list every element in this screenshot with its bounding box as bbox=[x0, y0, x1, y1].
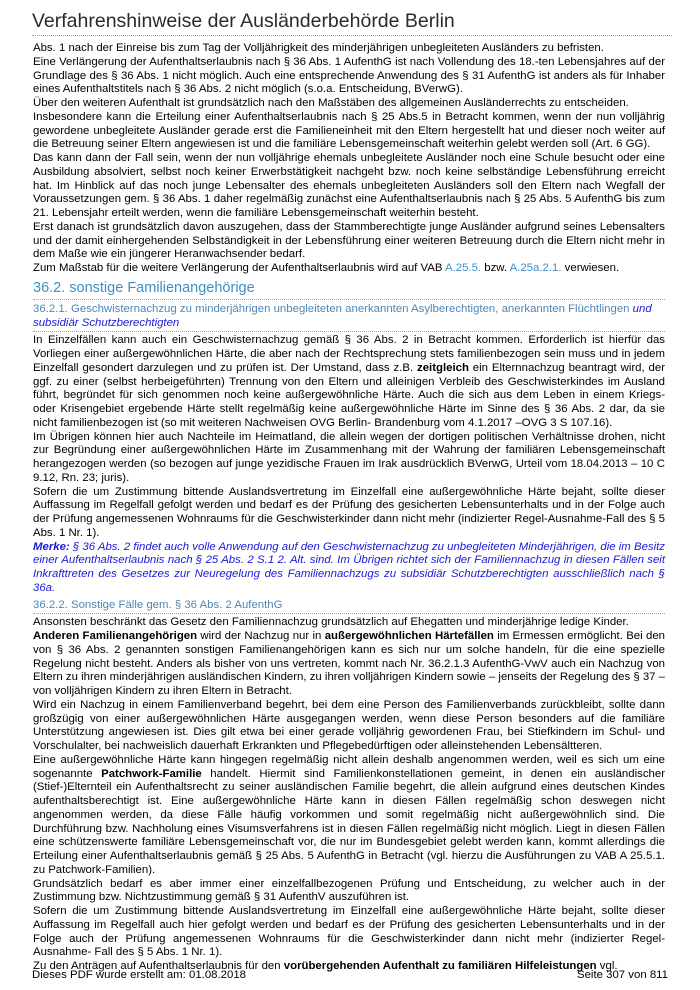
text-run: ein Elternnachzug beantragt wird, der ggf. zu einer (selbst herbeigeführten) Trennung von den Eltern und alleinigen Verbleib des Geschwisterkindes im Ausland führt, begründet für sich genommen noch keine außergewöhnliche Härte. Auch die sich aus dem Leben in einem Kriegs- oder Krisengebiet ergebende Härte stellt regelmäßig keine außergewöhnliche Härte im Sinne des § 36 Abs. 2 dar, da sie nicht familienbezogen ist (so mit weiteren Nachweisen OVG Berlin- Brandenburg vom 4.1.2017 –OVG 3 S 107.16). bbox=[33, 361, 665, 429]
bold-text: Patchwork-Familie bbox=[101, 767, 202, 780]
text-run: bzw. bbox=[481, 262, 510, 274]
paragraph: Insbesondere kann die Erteilung einer Aufenthaltserlaubnis nach § 25 Abs.5 in Betracht kommen, wenn der nun volljährig gewordene unbegleitete Ausländer gerade erst die Familieneinheit mit den Eltern hergestellt hat und dieser noch weiter auf die Betreuung seiner Eltern angewiesen ist und die familiäre Lebensgemeinschaft weiterhin gelebt werden soll (Art. 6 GG). bbox=[33, 110, 665, 151]
section-heading-36-2: 36.2. sonstige Familienangehörige bbox=[33, 278, 665, 300]
heading-text: 36.2.1. Geschwisternachzug zu minderjährigen unbegleiteten anerkannten Asylberechtigten, anerkannten Flüchtlingen bbox=[33, 302, 630, 315]
section-heading-36-2-2: 36.2.2. Sonstige Fälle gem. § 36 Abs. 2 AufenthG bbox=[33, 599, 665, 615]
footer-page-number: Seite 307 von 811 bbox=[577, 969, 668, 981]
paragraph: Sofern die um Zustimmung bittende Auslandsvertretung im Einzelfall eine außergewöhnliche Härte bejaht, sollte dieser Auffassung im Regelfall auch hier gefolgt werden und bedarf es der Prüfung des gesicherten Lebensunterhalts und in der Folge auch der Prüfung angemessenen Wohnraums für die Geschwisterkinder dann nicht mehr (indizierter Regel-Ausnahme- Fall des § 5 Abs. 1 Nr. 1). bbox=[33, 905, 665, 959]
paragraph: Im Übrigen können hier auch Nachteile im Heimatland, die allein wegen der dortigen politischen Verhältnisse drohen, nicht zur Begründung einer außergewöhnlichen Härte im Zusammenhang mit der Wahrung der familiären Lebensgemeinschaft herangezogen werden (so bezogen auf junge yezidische Frauen im Irak ausdrücklich BVerwG, Urteil vom 18.04.2013 – 10 C 9.12, Rn. 23; juris). bbox=[33, 430, 665, 484]
footer-created-date: Dieses PDF wurde erstellt am: 01.08.2018 bbox=[32, 969, 246, 981]
document-body bbox=[33, 42, 665, 974]
merke-label: Merke: bbox=[33, 540, 70, 553]
paragraph: Ansonsten beschränkt das Gesetz den Familiennachzug grundsätzlich auf Ehegatten und minderjährige ledige Kinder. bbox=[33, 616, 629, 629]
paragraph: Über den weiteren Aufenthalt ist grundsätzlich nach den Maßstäben des allgemeinen Ausländerrechts zu entscheiden. bbox=[33, 97, 629, 109]
paragraph: Grundsätzlich bedarf es aber immer einer einzelfallbezogenen Prüfung und Entscheidung, zu welcher auch in der Zustimmung bzw. Nichtzustimmung gemäß § 31 AufenthV auszuführen ist. bbox=[33, 877, 665, 904]
paragraph: Abs. 1 nach der Einreise bis zum Tag der Volljährigkeit des minderjährigen unbegleiteten Ausländers zu befristen. bbox=[33, 42, 604, 54]
vab-link-a25a-2-1[interactable]: A.25a.2.1. bbox=[509, 262, 562, 274]
paragraph bbox=[33, 630, 665, 699]
paragraph bbox=[33, 334, 665, 430]
bold-text: Anderen Familienangehörigen bbox=[33, 630, 198, 643]
text-run: Zum Maßstab für die weitere Verlängerung der Aufenthaltserlaubnis wird auf VAB bbox=[33, 262, 445, 274]
page-footer bbox=[32, 968, 668, 982]
text-run: Eine außergewöhnliche Härte kann hingegen regelmäßig nicht allein deshalb angenommen werden, weil es sich um eine sogenannte bbox=[33, 753, 665, 780]
bold-text: zeitgleich bbox=[417, 361, 469, 374]
paragraph bbox=[33, 754, 665, 878]
bold-text: außergewöhnlichen Härtefällen bbox=[324, 630, 494, 643]
paragraph: Das kann dann der Fall sein, wenn der nun volljährige ehemals unbegleitete Ausländer noch eine Schule besucht oder eine Ausbildung absolviert, selbst noch keiner Erwerbstätigkeit nachgeht bzw. noch keine selbständige Lebensführung erreicht hat. Im Hinblick auf das noch junge Lebensalter des ehemals unbegleiteten Ausländers soll den Eltern nach Wegfall der Voraussetzungen gem. § 36 Abs. 1 daher regelmäßig zunächst eine Aufenthaltserlaubnis nach § 25 Abs. 5 AufenthG bis zum 21. Lebensjahr erteilt werden, wenn die familiäre Lebensgemeinschaft weiterhin besteht. bbox=[33, 152, 665, 219]
text-run: handelt. Hiermit sind Familienkonstellationen gemeint, in denen ein ausländischer (Stief-)Elternteil ein Aufenthaltsrecht zu seiner ausländischen Familie begehrt, die allein aufgrund eines deutschen Kindes aufenthaltsberechtigt ist. Eine außergewöhnliche Härte kann in diesen Fällen regelmäßig schon deswegen nicht angenommen werden, da diese Fälle häufig vorkommen und somit regelmäßig nicht außergewöhnlich sind. Die Durchführung bzw. Nachholung eines Visumsverfahrens ist in diesen Fällen regelmäßig nicht möglich. Liegt in diesen Fällen eine schützenswerte familiäre Lebensgemeinschaft vor, die nur im Bundesgebiet gelebt werden kann, kommt allerdings die Erteilung einer Aufenthaltserlaubnis gemäß § 25 Abs. 5 AufenthG in Betracht (vgl. hierzu die Ausführungen zu VAB A 25.5.1. zu Patchwork-Familien). bbox=[33, 767, 665, 876]
text-run: im Ermessen ermöglicht. Bei den von § 36 Abs. 2 genannten sonstigen Familienangehörigen kann es sich nur um solche handeln, für die eine spezielle Regelung nicht besteht. Anders als bisher von uns vertreten, kommt nach Nr. 36.2.1.3 AufenthG-VwV auch ein Nachzug von Eltern zu ihren minderjährigen ausländischen Kindern, zu ihren volljährigen Kindern sowie – jenseits der Regelung des § 37 – von volljährigen Kindern zu ihren Eltern in Betracht. bbox=[33, 630, 665, 698]
heading-italic-text: und subsidiär Schutzberechtigten bbox=[33, 302, 652, 329]
paragraph: Wird ein Nachzug in einem Familienverband begehrt, bei dem eine Person des Familienverbands zurückbleibt, sollte dann großzügig von einer außergewöhnlichen Härte ausgegangen werden, wenn diese Person besonders auf die familiäre Unterstützung angewiesen ist. Dies gilt etwa bei einer gerade volljährig gewordenen Frau, bei Stiefkindern im Schul- und Vorschulalter, bei nachweislich dauerhaft Erkrankten und Pflegebedürftigen oder alleinstehenden Lebensältteren. bbox=[33, 698, 665, 753]
vab-link-a25-5[interactable]: A.25.5. bbox=[444, 262, 482, 274]
paragraph: Sofern die um Zustimmung bittende Auslandsvertretung im Einzelfall eine außergewöhnliche Härte bejaht, sollte dieser Auffassung im Regelfall gefolgt werden und bedarf es der Prüfung des gesicherten Lebensunterhalts und in der Folge auch der Prüfung angemessenen Wohnraums für die Geschwisterkinder dann nicht mehr (indizierter Regel-Ausnahme-Fall des § 5 Abs. 1 Nr. 1). bbox=[33, 485, 665, 539]
merke-note bbox=[33, 541, 665, 596]
text-run: In Einzelfällen kann auch ein Geschwisternachzug gemäß § 36 Abs. 2 in Betracht kommen. Erforderlich ist hierfür das Vorliegen einer außergewöhnlichen Härte, die aber nach der Rechtsprechung stets familienbezogen sein muss und in jedem Einzelfall gesondert darzulegen und zu prüfen ist. Der Umstand, dass z.B. bbox=[33, 334, 665, 374]
text-run: vgl. bbox=[596, 960, 618, 973]
paragraph bbox=[33, 262, 665, 276]
paragraph: Erst danach ist grundsätzlich davon auszugehen, dass der Stammberechtigte junge Ausländer aufgrund seines Lebensalters und der damit einhergehenden Selbständigkeit in der Lebensführung einer weiteren Betreuung durch die Eltern nicht mehr in dem Maße wie ein jüngerer Heranwachsender bedarf. bbox=[33, 220, 665, 261]
page-title: Verfahrenshinweise der Ausländerbehörde Berlin bbox=[32, 8, 672, 36]
paragraph: Eine Verlängerung der Aufenthaltserlaubnis nach § 36 Abs. 1 AufenthG ist nach Vollendung des 18.-ten Lebensjahres auf der Grundlage des § 36 Abs. 1 nicht möglich. Auch eine entsprechende Anwendung des § 31 AufenthG ist anders als für Inhaber eines Aufenthaltstitels nach § 36 Abs. 2 nicht möglich (s.o.a. Entscheidung, BVerwG). bbox=[33, 55, 665, 96]
text-run: Zu den Anträgen auf Aufenthaltserlaubnis für den bbox=[33, 960, 284, 973]
section-heading-36-2-1 bbox=[33, 303, 665, 333]
bold-text: vorübergehenden Aufenthalt zu familiären Hilfeleistungen bbox=[283, 960, 597, 973]
text-run: wird der Nachzug nur in bbox=[197, 630, 325, 643]
merke-text: § 36 Abs. 2 findet auch volle Anwendung auf den Geschwisternachzug zu unbegleiteten Minderjährigen, die im Besitz einer Aufenthaltserlaubnis nach § 25 Abs. 2 S.1 2. Alt. sind. Im Übrigen richtet sich der Familiennachzug in diesen Fällen seit Inkrafttreten des Gesetzes zur Neuregelung des Familiennachzugs zu subsidiär Schutzberechtigten ausschließlich nach § 36a. bbox=[33, 540, 665, 594]
text-run: verwiesen. bbox=[561, 262, 620, 274]
